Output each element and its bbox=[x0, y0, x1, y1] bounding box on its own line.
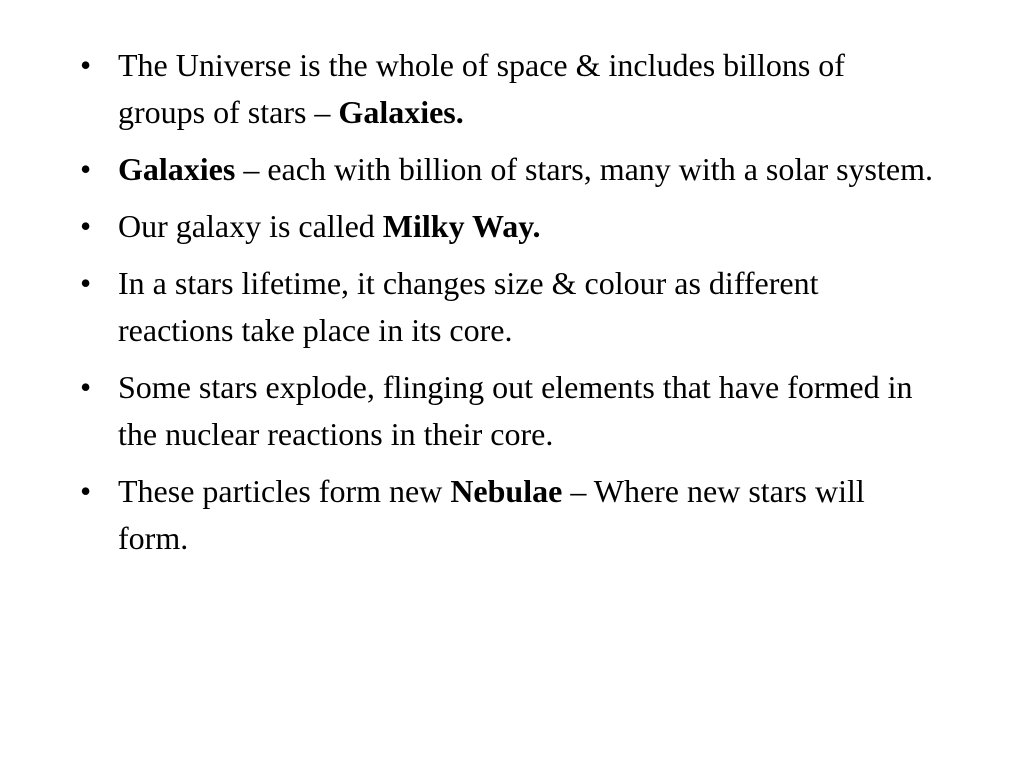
bullet-item-universe bbox=[80, 42, 940, 136]
bullet-text: These particles form new bbox=[118, 473, 451, 509]
bullet-text: Our galaxy is called bbox=[118, 208, 383, 244]
bullet-icon: • bbox=[80, 473, 92, 509]
bullet-item-nebulae bbox=[80, 468, 940, 562]
bullet-icon: • bbox=[80, 47, 92, 83]
bullet-bold-term: Nebulae bbox=[450, 473, 563, 509]
bullet-text: Some stars explode, flinging out elements that have formed in the nuclear reactions in their core. bbox=[118, 369, 913, 452]
bullet-bold-term: Galaxies. bbox=[338, 94, 464, 130]
bullet-text: – each with billion of stars, many with a solar system. bbox=[235, 151, 933, 187]
bullet-item-stars-explode bbox=[80, 364, 940, 458]
bullet-text: In a stars lifetime, it changes size & colour as different reactions take place in its core. bbox=[118, 265, 819, 348]
bullet-text: – Where new stars will form. bbox=[118, 473, 865, 556]
bullet-item-star-lifetime bbox=[80, 260, 940, 354]
bullet-icon: • bbox=[80, 151, 92, 187]
bullet-icon: • bbox=[80, 369, 92, 405]
bullet-item-milky-way bbox=[80, 203, 940, 250]
bullet-item-galaxies bbox=[80, 146, 940, 193]
bullet-bold-term: Galaxies bbox=[118, 151, 236, 187]
bullet-bold-term: Milky Way. bbox=[382, 208, 541, 244]
bullet-icon: • bbox=[80, 208, 92, 244]
bullet-icon: • bbox=[80, 265, 92, 301]
bullet-list bbox=[80, 42, 940, 572]
bullet-text: The Universe is the whole of space & includes billons of groups of stars – bbox=[118, 47, 845, 130]
